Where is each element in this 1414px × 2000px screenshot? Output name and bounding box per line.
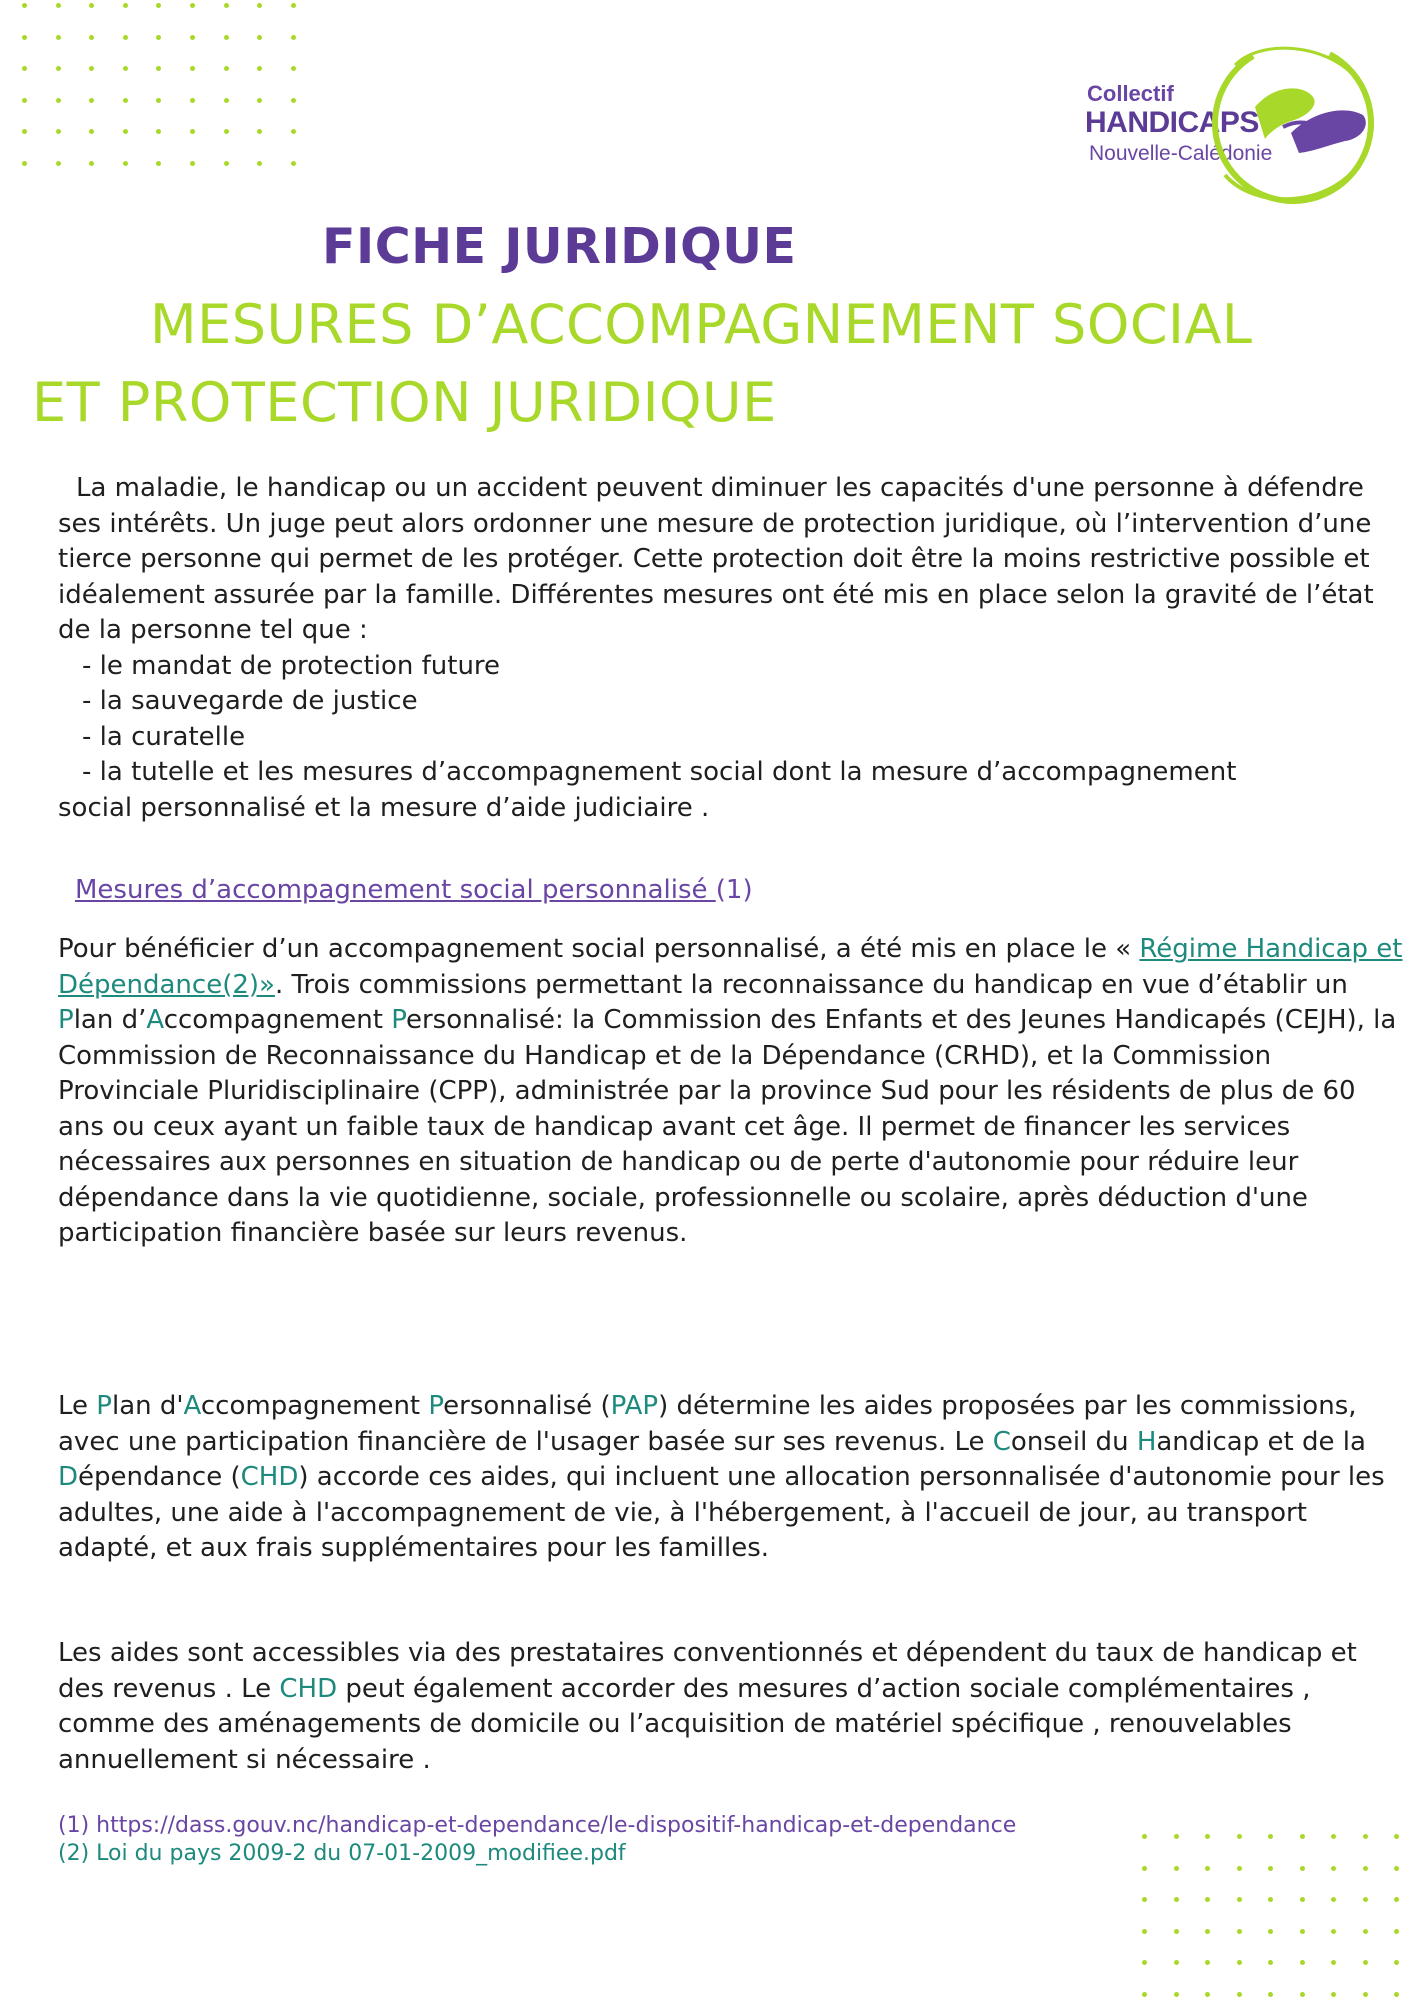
decorative-dot	[1394, 1960, 1399, 1965]
decorative-dot	[1174, 1992, 1179, 1997]
decorative-dot	[22, 3, 27, 8]
logo-line-3: Nouvelle-Calédonie	[1089, 142, 1273, 165]
decorative-dot	[1331, 1960, 1336, 1965]
decorative-dot	[190, 3, 195, 8]
decorative-dot	[56, 35, 61, 40]
intro-continuation: social personnalisé et la mesure d’aide judiciaire .	[58, 792, 710, 823]
decorative-dot	[1237, 1929, 1242, 1934]
decorative-dot	[1394, 1929, 1399, 1934]
logo-line-2: HANDICAPS	[1085, 106, 1259, 139]
decorative-dot	[190, 161, 195, 166]
regime-handicap-link[interactable]: Régime Handicap et Dépendance(2)»	[58, 934, 1403, 1000]
decorative-dot	[1268, 1834, 1273, 1839]
decorative-dot	[1300, 1929, 1305, 1934]
highlight-letter: C	[992, 1426, 1011, 1457]
decorative-dot	[22, 129, 27, 134]
highlight-letter: A	[183, 1391, 201, 1421]
decorative-dot	[1394, 1897, 1399, 1902]
decorative-dot	[224, 3, 229, 8]
decorative-dot	[56, 3, 61, 8]
decorative-dot	[1363, 1897, 1368, 1902]
pap-paragraph	[58, 1389, 1403, 1567]
decorative-dot	[1142, 1866, 1147, 1871]
decorative-dot	[291, 98, 296, 103]
decorative-dot	[22, 98, 27, 103]
acronym-pap: PAP	[610, 1391, 659, 1421]
decorative-dot	[1331, 1992, 1336, 1997]
text-run: Le	[58, 1391, 97, 1421]
decorative-dot	[1363, 1866, 1368, 1871]
highlight-letter: P	[96, 1391, 112, 1421]
decorative-dot	[56, 98, 61, 103]
text-run: peut également accorder des mesures d’action sociale complémentaires , comme des aménagements de domicile ou l’acquisition de matériel spécifique , renouvelables annuellement si nécessaire .	[58, 1673, 1311, 1775]
decorative-dot	[123, 66, 128, 71]
decorative-dot	[224, 161, 229, 166]
decorative-dot	[89, 98, 94, 103]
list-item: - le mandat de protection future	[82, 650, 501, 681]
decorative-dot	[56, 161, 61, 166]
text-run: ccompagnement	[200, 1391, 429, 1421]
decorative-dot	[190, 98, 195, 103]
decorative-dot	[1205, 1960, 1210, 1965]
acronym-chd: CHD	[279, 1673, 338, 1704]
highlight-letter: A	[146, 1005, 164, 1035]
decorative-dot	[123, 129, 128, 134]
decorative-dot	[1394, 1834, 1399, 1839]
decorative-dot	[156, 3, 161, 8]
decorative-dot	[1142, 1992, 1147, 1997]
decorative-dot	[1237, 1992, 1242, 1997]
decorative-dot	[123, 3, 128, 8]
decorative-dot	[89, 161, 94, 166]
decorative-dot	[291, 66, 296, 71]
decorative-dot	[257, 161, 262, 166]
logo-line-1: Collectif	[1087, 81, 1174, 106]
decorative-dot	[1205, 1897, 1210, 1902]
protection-measures-list	[58, 649, 1403, 791]
decorative-dot	[1300, 1992, 1305, 1997]
decorative-dot	[291, 129, 296, 134]
decorative-dot	[1142, 1897, 1147, 1902]
decorative-dot	[1237, 1960, 1242, 1965]
decorative-dot	[1174, 1834, 1179, 1839]
decorative-dot	[123, 35, 128, 40]
list-item: - la sauvegarde de justice	[82, 686, 418, 716]
decorative-dot	[1142, 1929, 1147, 1934]
text-run: lan d’	[73, 1005, 147, 1035]
decorative-dot	[56, 66, 61, 71]
footnote-1[interactable]: (1) https://dass.gouv.nc/handicap-et-dependance/le-dispositif-handicap-et-dependance	[58, 1813, 1017, 1838]
text-run: Les aides sont accessibles via des prestataires conventionnés et dépendent du taux de handicap et des revenus . Le	[58, 1638, 1357, 1704]
decorative-dot	[1331, 1897, 1336, 1902]
section-heading-ref: (1)	[715, 875, 753, 905]
page-subtitle-line-2: ET PROTECTION JURIDIQUE	[32, 371, 777, 434]
decorative-dot	[1205, 1866, 1210, 1871]
decorative-dot	[1268, 1960, 1273, 1965]
section-heading-link[interactable]: Mesures d’accompagnement social personnalisé	[75, 875, 716, 905]
decorative-dot	[1205, 1834, 1210, 1839]
decorative-dot	[89, 129, 94, 134]
decorative-dot	[1205, 1992, 1210, 1997]
decorative-dot	[1300, 1897, 1305, 1902]
text-run: lan d'	[111, 1391, 184, 1421]
decorative-dot	[257, 129, 262, 134]
list-item: - la tutelle et les mesures d’accompagnement social dont la mesure d’accompagnement	[82, 757, 1237, 787]
decorative-dot	[89, 3, 94, 8]
decorative-dot	[1394, 1992, 1399, 1997]
decorative-dot	[1174, 1960, 1179, 1965]
decorative-dot	[1174, 1897, 1179, 1902]
decorative-dot	[22, 66, 27, 71]
decorative-dot	[89, 35, 94, 40]
decorative-dot	[89, 66, 94, 71]
hands-circle-icon	[1195, 35, 1385, 210]
collectif-handicaps-logo	[1085, 35, 1385, 210]
aids-paragraph	[58, 1636, 1403, 1778]
decorative-dot	[1268, 1897, 1273, 1902]
intro-text: La maladie, le handicap ou un accident peuvent diminuer les capacités d'une personne à défendre ses intérêts. Un juge peut alors ordonner une mesure de protection juridique, où l’intervention d’une tierce personne qui permet de les protéger. Cette protection doit être la moins restrictive possible et idéalement assurée par la famille. Différentes mesures ont été mis en place selon la gravité de l’état de la personne tel que :	[58, 473, 1374, 645]
decorative-dot	[190, 66, 195, 71]
decorative-dot	[224, 129, 229, 134]
decorative-dot	[1394, 1866, 1399, 1871]
intro-paragraph	[58, 471, 1403, 826]
text-run: onseil du	[1010, 1426, 1137, 1457]
decorative-dot	[224, 35, 229, 40]
list-item: - la curatelle	[82, 721, 246, 752]
decorative-dot	[291, 3, 296, 8]
decorative-dot	[1363, 1834, 1368, 1839]
decorative-dot	[156, 98, 161, 103]
decorative-dot	[257, 66, 262, 71]
decorative-dot	[1300, 1866, 1305, 1871]
highlight-letter: P	[58, 1005, 74, 1035]
decorative-dot	[1331, 1834, 1336, 1839]
decorative-dot	[1363, 1929, 1368, 1934]
decorative-dot	[22, 35, 27, 40]
text-run: ccompagnement	[163, 1005, 392, 1035]
text-run: ) accorde ces aides, qui incluent une allocation personnalisée d'autonomie pour les adultes, une aide à l'accompagnement de vie, à l'hébergement, à l'accueil de jour, au transport adapté, et aux frais supplémentaires pour les familles.	[58, 1462, 1385, 1563]
text-run: andicap et de la	[1156, 1426, 1366, 1457]
decorative-dot	[1300, 1834, 1305, 1839]
page-title: FICHE JURIDIQUE	[322, 218, 797, 275]
highlight-letter: P	[428, 1391, 444, 1421]
decorative-dot	[156, 161, 161, 166]
decorative-dot	[1268, 1929, 1273, 1934]
decorative-dot	[224, 66, 229, 71]
decorative-dot	[291, 161, 296, 166]
footnote-2[interactable]: (2) Loi du pays 2009-2 du 07-01-2009_modifiee.pdf	[58, 1841, 626, 1866]
decorative-dot	[224, 98, 229, 103]
decorative-dot	[123, 161, 128, 166]
text-run: ) détermine les aides proposées par les commissions, avec une participation financière de l'usager basée sur ses revenus. Le	[58, 1391, 1357, 1457]
decorative-dot	[1300, 1960, 1305, 1965]
decorative-dot	[156, 129, 161, 134]
decorative-dot	[1237, 1834, 1242, 1839]
decorative-dot	[123, 98, 128, 103]
text-run: épendance (	[78, 1462, 241, 1492]
decorative-dot	[56, 129, 61, 134]
decorative-dot	[156, 66, 161, 71]
text-run: Pour bénéficier d’un accompagnement social personnalisé, a été mis en place le «	[58, 934, 1140, 964]
decorative-dot	[1174, 1866, 1179, 1871]
decorative-dot	[1363, 1960, 1368, 1965]
text-run: . Trois commissions permettant la reconnaissance du handicap en vue d’établir un	[274, 969, 1348, 1000]
highlight-letter: D	[58, 1462, 79, 1492]
decorative-dot	[1205, 1929, 1210, 1934]
decorative-dot	[190, 129, 195, 134]
decorative-dot	[190, 35, 195, 40]
decorative-dot	[1142, 1960, 1147, 1965]
highlight-letter: P	[391, 1005, 406, 1035]
page-subtitle-line-1: MESURES D’ACCOMPAGNEMENT SOCIAL	[150, 293, 1253, 356]
decorative-dot	[291, 35, 296, 40]
text-run: ersonnalisé: la Commission des Enfants et des Jeunes Handicapés (CEJH), la Commission de Reconnaissance du Handicap et de la Dépendance (CRHD), et la Commission Provinciale Pluridisciplinaire (CPP), administrée par la province Sud pour les résidents de plus de 60 ans ou ceux ayant un faible taux de handicap avant cet âge. Il permet de financer les services nécessaires aux personnes en situation de handicap ou de perte d'autonomie pour réduire leur dépendance dans la vie quotidienne, sociale, professionnelle ou scolaire, après déduction d'une participation financière basée sur leurs revenus.	[58, 1005, 1397, 1248]
decorative-dot	[1237, 1866, 1242, 1871]
footnotes	[58, 1812, 1016, 1868]
decorative-dot	[1268, 1866, 1273, 1871]
decorative-dot	[1363, 1992, 1368, 1997]
decorative-dot	[1331, 1866, 1336, 1871]
decorative-dot	[1142, 1834, 1147, 1839]
section-heading	[75, 873, 753, 909]
highlight-letter: H	[1136, 1426, 1157, 1457]
decorative-dot	[1237, 1897, 1242, 1902]
decorative-dot	[22, 161, 27, 166]
decorative-dot	[1268, 1992, 1273, 1997]
decorative-dot	[257, 3, 262, 8]
decorative-dot	[257, 35, 262, 40]
decorative-dot	[156, 35, 161, 40]
decorative-dot	[1174, 1929, 1179, 1934]
decorative-dot	[257, 98, 262, 103]
decorative-dot	[1331, 1929, 1336, 1934]
acronym-chd: CHD	[240, 1462, 299, 1492]
accompaniment-paragraph	[58, 932, 1403, 1252]
text-run: ersonnalisé (	[443, 1391, 611, 1421]
